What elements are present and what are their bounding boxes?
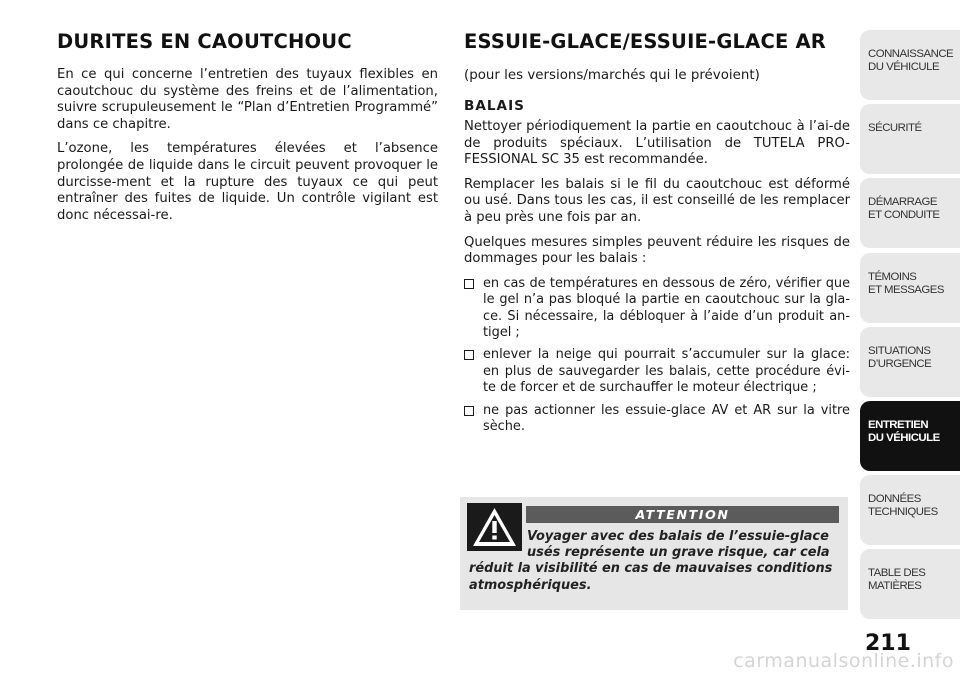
subheading-blades: BALAIS bbox=[464, 98, 525, 114]
tab-entretien[interactable] bbox=[860, 401, 960, 471]
list-item bbox=[464, 276, 850, 342]
tab-label: TABLE DES MATIÈRES bbox=[868, 567, 926, 593]
tab-label: ENTRETIEN DU VÉHICULE bbox=[868, 418, 940, 444]
warning-text bbox=[469, 529, 841, 594]
section-subtitle: (pour les versions/marchés qui le prévoient) bbox=[464, 68, 760, 83]
tab-securite[interactable] bbox=[860, 104, 960, 174]
checkbox-square-icon bbox=[464, 406, 474, 416]
warning-text-part-a: Voyager avec des balais de l’essuie-glace usés représente un grave risque, car cela bbox=[527, 529, 830, 561]
tab-demarrage[interactable] bbox=[860, 178, 960, 248]
paragraph-hoses-2: L’ozone, les températures élevées et l’absence prolongée de liquide dans le circuit peuvent provoquer le durcisse-ment et la rupture des tuyaux ce qui peut entraîner des fuites de liquide. Un contrôle vigilant est donc nécessai-re. bbox=[57, 141, 438, 223]
tab-connaissance[interactable] bbox=[860, 30, 960, 100]
tab-label: TÉMOINS ET MESSAGES bbox=[868, 270, 944, 296]
list-item bbox=[464, 403, 850, 436]
tab-situations[interactable] bbox=[860, 327, 960, 397]
paragraph-blades-3: Quelques mesures simples peuvent réduire les risques de dommages pour les balais : bbox=[464, 234, 850, 267]
list-item bbox=[464, 347, 850, 396]
paragraph-blades-2: Remplacer les balais si le fil du caoutchouc est déformé ou usé. Dans tous les cas, il est conseillé de les remplacer à peu près une fois par an. bbox=[464, 176, 850, 225]
checkbox-square-icon bbox=[464, 350, 474, 360]
section-title-hoses: DURITES EN CAOUTCHOUC bbox=[57, 30, 352, 53]
list-item-text: en cas de températures en dessous de zéro, vérifier que le gel n’a pas bloqué la partie en caoutchouc sur la gla-ce. Si nécessaire, la débloquer à l’aide d’un produit an-tigel ; bbox=[483, 275, 850, 340]
paragraph-blades-1: Nettoyer périodiquement la partie en caoutchouc à l’ai-de de produits spéciaux. L’utilisation de TUTELA PRO-FESSIONAL SC 35 est recommandée. bbox=[464, 119, 850, 168]
tab-table-des-matieres[interactable] bbox=[860, 549, 960, 619]
section-title-wipers: ESSUIE-GLACE/ESSUIE-GLACE AR bbox=[464, 30, 826, 53]
warning-box bbox=[460, 497, 848, 610]
tab-label: SITUATIONS D’URGENCE bbox=[868, 344, 932, 370]
checklist bbox=[464, 276, 850, 436]
tab-label: DONNÉES TECHNIQUES bbox=[868, 493, 938, 519]
tab-temoins[interactable] bbox=[860, 253, 960, 323]
tab-label: DÉMARRAGE ET CONDUITE bbox=[868, 196, 940, 222]
list-item-text: enlever la neige qui pourrait s’accumuler sur la glace: en plus de sauvegarder les balais, cette procédure évi-te de forcer et de surchauffer le moteur électrique ; bbox=[483, 347, 850, 396]
tab-label: SÉCURITÉ bbox=[868, 122, 922, 135]
watermark: carmanualsonline.info bbox=[733, 650, 954, 672]
page-number: 211 bbox=[865, 631, 911, 656]
checkbox-square-icon bbox=[464, 279, 474, 289]
paragraph-hoses-1: En ce qui concerne l’entretien des tuyaux flexibles en caoutchouc du système des freins et de l’alimentation, suivre scrupuleusement le “Plan d’Entretien Programmé” dans ce chapitre. bbox=[57, 67, 438, 132]
warning-text-part-b: réduit la visibilité en cas de mauvaises conditions atmosphériques. bbox=[469, 561, 833, 593]
tab-label: CONNAISSANCE DU VÉHICULE bbox=[868, 48, 954, 73]
section-wipers bbox=[464, 30, 850, 441]
list-item-text: ne pas actionner les essuie-glace AV et AR sur la vitre sèche. bbox=[483, 402, 850, 434]
section-rubber-hoses bbox=[57, 30, 438, 232]
chapter-tabs bbox=[860, 30, 960, 624]
tab-donnees[interactable] bbox=[860, 475, 960, 545]
warning-label: ATTENTION bbox=[526, 506, 839, 523]
